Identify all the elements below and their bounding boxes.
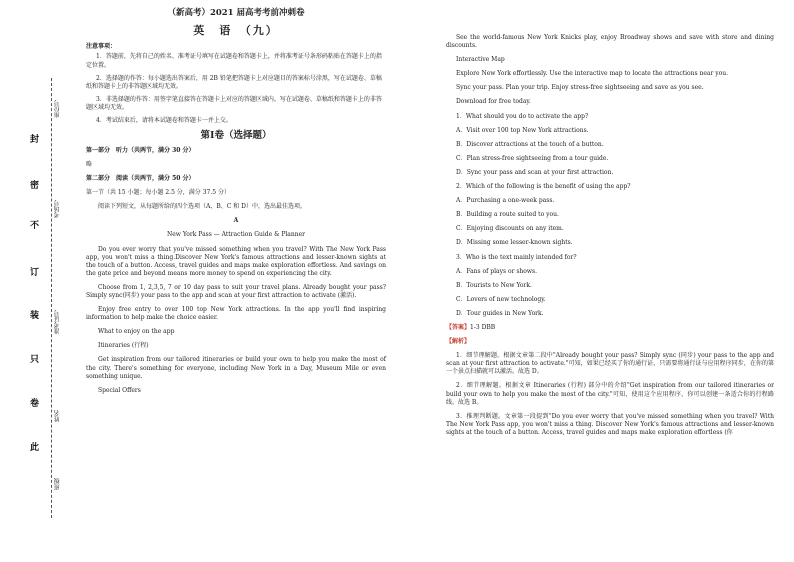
- question-option: B．Building a route suited to you.: [456, 211, 559, 219]
- seal-char-8: 此: [30, 443, 40, 453]
- question-option: A．Visit over 100 top New York attractions.: [456, 126, 589, 134]
- binding-strip: [0, 0, 100, 562]
- analysis-item: 2．细节理解题。根据文章 Itineraries (行程) 部分中的介绍"Get inspiration from our tailored itineraries or build your own to help you make the most of the city."可知，使用这个应用程序，你可以创建一条适合你的行程路线。故选 B。: [446, 382, 774, 406]
- name-label: 姓名: [54, 410, 61, 422]
- admission-number-field[interactable]: [55, 310, 61, 334]
- notice-item: 4．考试结束后，请将本试题卷和答题卡一并上交。: [96, 116, 232, 124]
- part1-heading: 第一部分 听力（共两节，满分 30 分）: [86, 146, 195, 154]
- notice-heading: 注意事项：: [86, 43, 117, 51]
- seal-char-1: 封: [30, 135, 40, 145]
- analysis-heading: 【解析】: [446, 338, 471, 346]
- question-stem: 1．What should you do to activate the app?: [456, 112, 589, 120]
- question-option: C．Plan stress-free sightseeing from a tour guide.: [456, 154, 609, 162]
- passage-paragraph: Get inspiration from our tailored itineraries or build your own to help you make the most of the city. There's something for everyone, including New York in a Day, Museum Mile or even something unique.: [86, 356, 386, 380]
- question-option: D．Missing some lesser-known sights.: [456, 239, 573, 247]
- seal-dashed-line: [51, 78, 52, 518]
- seat-number-field[interactable]: [55, 100, 61, 118]
- document-title: （新高考）2021 届高考考前冲刺卷: [167, 8, 305, 18]
- admission-number-label: 准考证号: [54, 310, 61, 334]
- class-label: 班级: [54, 478, 61, 490]
- question-option: C．Enjoying discounts on any item.: [456, 225, 564, 233]
- name-field[interactable]: [55, 410, 61, 422]
- notice-item: 3．非选择题的作答：用签字笔直接答在答题卡上对应的答题区域内。写在试题卷、草稿纸和答题卡上的非答题区域均无效。: [86, 95, 382, 111]
- left-column: [86, 8, 386, 401]
- passage-subheading: Itineraries (行程): [98, 342, 149, 350]
- passage-subheading: Interactive Map: [456, 56, 505, 64]
- passage-paragraph: Do you ever worry that you've missed something when you travel? With The New York Pass app, you won't miss a thing.Discover New York's famous attractions and lesser-known sights at the touch of a button. Access, travel guides and maps make exploration effortless. And savings on the gate price and beyond means more money to spend on experiencing the city.: [86, 245, 386, 277]
- passage-paragraph: Choose from 1, 2,3,5, 7 or 10 day pass to suit your travel plans. Already bought your pass? Simply sync(同步) your pass to the app and scan at your first attraction to activate (激活).: [86, 283, 386, 299]
- seal-char-6: 只: [30, 355, 40, 365]
- question-stem: 2．Which of the following is the benefit of using the app?: [456, 183, 631, 191]
- class-field[interactable]: [55, 478, 61, 490]
- question-option: A．Fans of plays or shows.: [456, 267, 538, 275]
- seal-char-3: 不: [30, 221, 40, 231]
- subject-title: 英 语 （九）: [193, 24, 279, 38]
- volume-title: 第Ⅰ卷（选择题）: [200, 130, 272, 142]
- question-stem: 3．Who is the text mainly intended for?: [456, 253, 577, 261]
- question-option: B．Discover attractions at the touch of a button.: [456, 140, 604, 148]
- seal-char-4: 订: [30, 268, 40, 278]
- seat-number-label: 座位号: [54, 100, 61, 118]
- passage-paragraph: Download for free today.: [456, 98, 531, 106]
- part1-note: 略: [86, 160, 93, 168]
- passage-paragraph: Sync your pass. Plan your trip. Enjoy stress-free sightseeing and save as you see.: [456, 84, 704, 92]
- seal-char-5: 装: [30, 311, 40, 321]
- part2-heading: 第二部分 阅读（共两节，满分 50 分）: [86, 175, 195, 183]
- passage-paragraph: Enjoy free entry to over 100 top New York attractions. In the app you'll find inspiring information to help make the choice easier.: [86, 306, 386, 322]
- part2-section: 第一节（共 15 小题；每小题 2.5 分，满分 37.5 分）: [86, 189, 230, 197]
- passage-title: New York Pass — Attraction Guide & Planner: [167, 231, 305, 239]
- exam-room-field[interactable]: [55, 200, 61, 218]
- question-option: A．Purchasing a one-week pass.: [456, 197, 555, 205]
- analysis-item: 3．推理判断题。文章第一段提到"Do you ever worry that you've missed something when you travel? With The New York Pass app, you won't miss a thing. Discover New York's famous attractions and lesser-known sights at the touch of a button. Access, travel guides and maps make exploration effortless (你: [446, 412, 774, 436]
- answer-line: [446, 324, 774, 332]
- passage-subheading: What to enjoy on the app: [98, 328, 175, 336]
- passage-label: A: [233, 217, 239, 225]
- notice-item: 2．选择题的作答：每小题选出答案后，用 2B 铅笔把答题卡上对应题目的答案标号涂黑，写在试题卷、草稿纸和答题卡上的非答题区域均无效。: [86, 74, 382, 90]
- answer-label: 【答案】: [446, 323, 471, 331]
- analysis-item: 1．细节理解题。根据文章第二段中"Already bought your pass? Simply sync (同步) your pass to the app and scan at your first attraction to activate."可知，如果已经买了你的通行证，只需要将通行证与应用程序同步，在你的第一个景点扫描就可以激活。故选 D。: [446, 352, 774, 376]
- question-option: D．Sync your pass and scan at your first attraction.: [456, 168, 614, 176]
- answer-value: 1-3 DBB: [470, 323, 496, 331]
- notice-item: 1．答题前，先将自己的姓名、准考证号填写在试题卷和答题卡上，并将准考证号条形码粘贴在答题卡上的指定位置。: [86, 53, 382, 69]
- question-option: D．Tour guides in New York.: [456, 309, 544, 317]
- passage-paragraph: Explore New York effortlessly. Use the interactive map to locate the attractions near you.: [456, 70, 729, 78]
- seal-char-7: 卷: [30, 399, 40, 409]
- right-column: [446, 34, 774, 443]
- exam-room-label: 考场号: [54, 200, 61, 218]
- passage-subheading: Special Offers: [98, 386, 141, 394]
- question-option: B．Tourists to New York.: [456, 281, 532, 289]
- passage-paragraph: See the world-famous New York Knicks play, enjoy Broadway shows and save with store and dining discounts.: [446, 34, 774, 50]
- seal-char-2: 密: [30, 181, 40, 191]
- question-option: C．Lovers of new technology.: [456, 295, 546, 303]
- part2-instruction: 阅读下列短文，从每题所给的四个选项（A、B、C 和 D）中，选出最佳选项。: [98, 203, 306, 211]
